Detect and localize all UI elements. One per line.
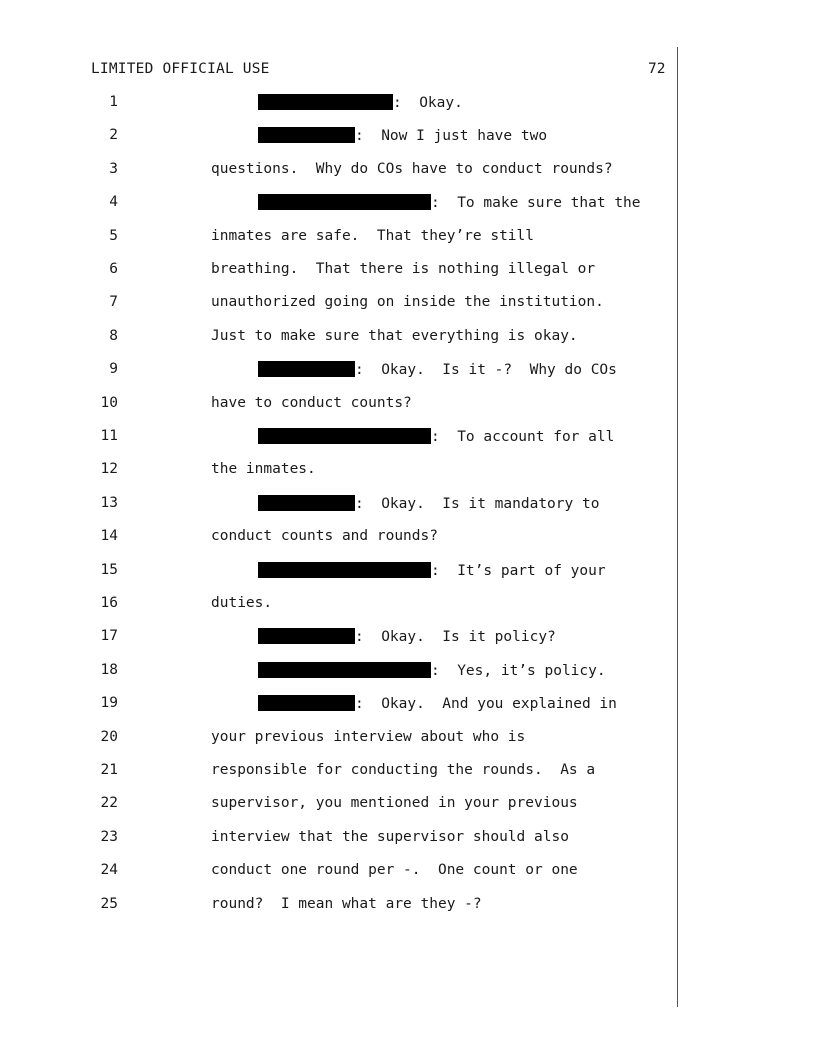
transcript-line bbox=[0, 528, 676, 548]
line-number: 5 bbox=[109, 227, 118, 244]
line-content: : To account for all bbox=[431, 429, 615, 445]
transcript-line bbox=[0, 127, 676, 147]
transcript-line bbox=[0, 729, 676, 749]
speaker-line-text bbox=[258, 495, 599, 512]
transcript-line bbox=[0, 428, 676, 448]
transcript-line bbox=[0, 628, 676, 648]
redaction-bar bbox=[258, 428, 431, 444]
line-text bbox=[211, 328, 578, 344]
line-number: 8 bbox=[109, 327, 118, 344]
line-text bbox=[211, 862, 578, 878]
line-content: : Okay. Is it policy? bbox=[355, 629, 556, 646]
speaker-line-text bbox=[258, 662, 606, 679]
line-number: 19 bbox=[100, 695, 118, 712]
line-text bbox=[211, 829, 569, 845]
redaction-bar bbox=[258, 695, 355, 711]
transcript-line bbox=[0, 829, 676, 849]
line-content: conduct counts and rounds? bbox=[211, 528, 438, 545]
line-content: : Okay. Is it mandatory to bbox=[355, 495, 600, 512]
line-content: round? I mean what are they -? bbox=[211, 895, 482, 912]
transcript-line bbox=[0, 261, 676, 281]
line-number: 23 bbox=[100, 828, 118, 845]
line-content: breathing. That there is nothing illegal or bbox=[211, 261, 596, 277]
line-content: have to conduct counts? bbox=[211, 394, 412, 411]
line-content: unauthorized going on inside the institution. bbox=[211, 294, 604, 311]
line-content: questions. Why do COs have to conduct rounds? bbox=[211, 160, 613, 177]
speaker-line-text bbox=[258, 94, 463, 111]
page-number: 72 bbox=[648, 61, 666, 77]
right-margin-rule bbox=[677, 47, 678, 1007]
line-text bbox=[211, 595, 272, 611]
line-number: 15 bbox=[100, 561, 118, 578]
redaction-bar bbox=[258, 194, 431, 210]
line-content: : Yes, it’s policy. bbox=[431, 662, 606, 679]
redaction-bar bbox=[258, 361, 355, 377]
classification-header: LIMITED OFFICIAL USE bbox=[91, 61, 270, 77]
line-content: : Okay. Is it -? Why do COs bbox=[355, 362, 617, 379]
line-number: 10 bbox=[100, 394, 118, 411]
redaction-bar bbox=[258, 495, 355, 511]
transcript-line bbox=[0, 862, 676, 882]
line-content: supervisor, you mentioned in your previous bbox=[211, 795, 578, 812]
line-number: 22 bbox=[100, 795, 118, 812]
transcript-line bbox=[0, 361, 676, 381]
line-content: : Okay. And you explained in bbox=[355, 696, 617, 713]
speaker-line-text bbox=[258, 428, 614, 445]
transcript-line bbox=[0, 194, 676, 214]
transcript-line bbox=[0, 595, 676, 615]
transcript-line bbox=[0, 161, 676, 181]
transcript-line bbox=[0, 762, 676, 782]
line-text bbox=[211, 729, 525, 745]
line-content: : It’s part of your bbox=[431, 562, 606, 579]
line-number: 3 bbox=[109, 160, 118, 177]
redaction-bar bbox=[258, 662, 431, 678]
line-text bbox=[211, 395, 412, 411]
speaker-line-text bbox=[258, 127, 547, 144]
line-number: 24 bbox=[100, 862, 118, 879]
line-content: your previous interview about who is bbox=[211, 728, 526, 745]
line-number: 11 bbox=[100, 428, 118, 444]
line-number: 2 bbox=[109, 127, 118, 144]
line-content: responsible for conducting the rounds. As a bbox=[211, 762, 596, 778]
line-number: 17 bbox=[100, 628, 118, 645]
line-number: 1 bbox=[109, 94, 118, 110]
line-text bbox=[211, 161, 613, 177]
line-text bbox=[211, 762, 595, 778]
redaction-bar bbox=[258, 94, 393, 110]
redaction-bar bbox=[258, 127, 355, 143]
line-text bbox=[211, 795, 578, 811]
line-content: Just to make sure that everything is okay. bbox=[211, 327, 578, 344]
transcript-line bbox=[0, 94, 676, 114]
transcript-line bbox=[0, 662, 676, 682]
transcript-line bbox=[0, 294, 676, 314]
line-number: 13 bbox=[100, 494, 118, 511]
line-text bbox=[211, 228, 534, 244]
line-content: : Now I just have two bbox=[355, 128, 548, 145]
line-number: 25 bbox=[100, 895, 118, 912]
redaction-bar bbox=[258, 628, 355, 644]
line-number: 14 bbox=[100, 528, 118, 545]
transcript-line bbox=[0, 495, 676, 515]
transcript-line bbox=[0, 562, 676, 582]
line-number: 4 bbox=[109, 194, 118, 211]
transcript-line bbox=[0, 695, 676, 715]
transcript-line bbox=[0, 328, 676, 348]
speaker-line-text bbox=[258, 562, 606, 579]
transcript-line bbox=[0, 795, 676, 815]
line-content: interview that the supervisor should also bbox=[211, 828, 569, 845]
line-number: 16 bbox=[100, 595, 118, 611]
line-content: inmates are safe. That they’re still bbox=[211, 227, 535, 244]
line-number: 9 bbox=[109, 361, 118, 378]
line-text bbox=[211, 261, 595, 277]
redaction-bar bbox=[258, 562, 431, 578]
transcript-line bbox=[0, 228, 676, 248]
line-number: 21 bbox=[100, 762, 118, 778]
line-content: duties. bbox=[211, 595, 273, 611]
speaker-line-text bbox=[258, 628, 556, 645]
line-text bbox=[211, 528, 438, 544]
speaker-line-text bbox=[258, 194, 641, 211]
line-number: 6 bbox=[109, 261, 118, 277]
transcript-line bbox=[0, 896, 676, 916]
line-text bbox=[211, 461, 316, 477]
line-content: : Okay. bbox=[393, 95, 463, 111]
line-number: 20 bbox=[100, 728, 118, 745]
line-number: 12 bbox=[100, 461, 118, 478]
speaker-line-text bbox=[258, 361, 617, 378]
line-text bbox=[211, 294, 604, 310]
speaker-line-text bbox=[258, 695, 617, 712]
line-content: conduct one round per -. One count or one bbox=[211, 862, 578, 879]
line-text bbox=[211, 896, 482, 912]
transcript-line bbox=[0, 461, 676, 481]
line-number: 18 bbox=[100, 661, 118, 678]
line-number: 7 bbox=[109, 294, 118, 311]
transcript-line bbox=[0, 395, 676, 415]
line-content: : To make sure that the bbox=[431, 195, 641, 212]
line-content: the inmates. bbox=[211, 461, 316, 478]
